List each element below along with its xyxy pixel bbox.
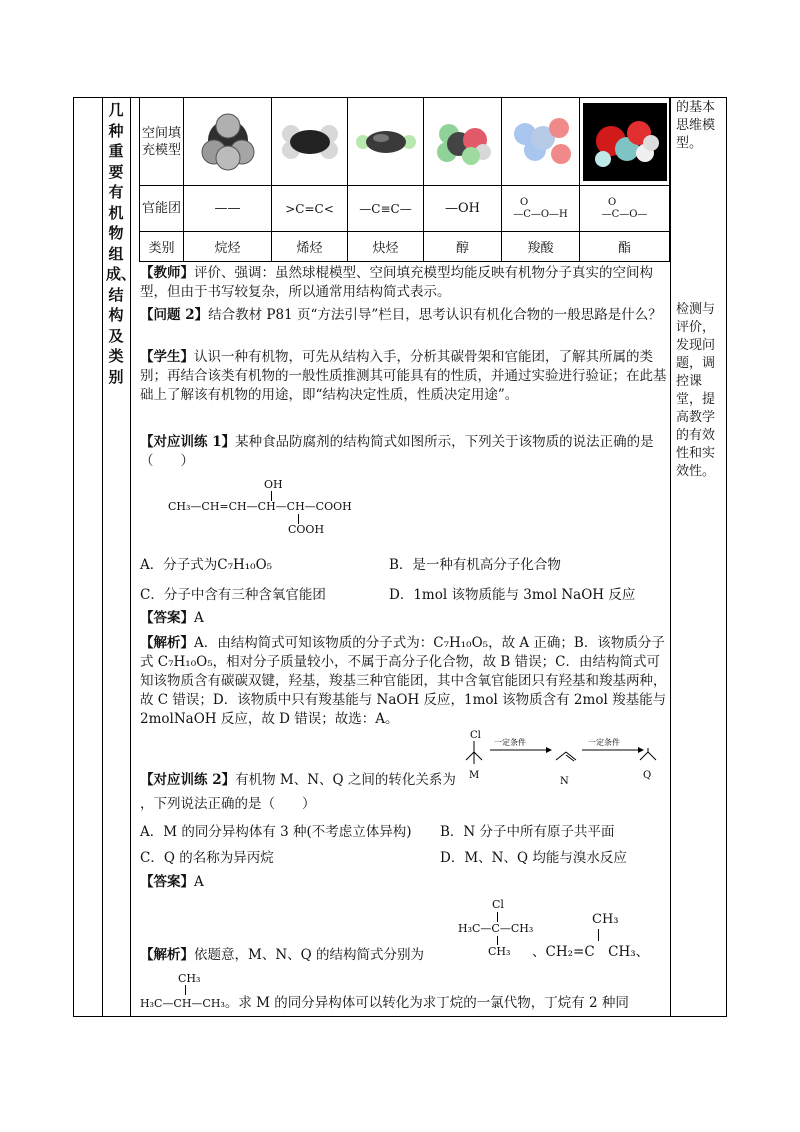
exercise2-text: 有机物 M、N、Q 之间的转化关系为 bbox=[235, 772, 456, 788]
right-note-top: 的基本思维模型。 bbox=[676, 100, 716, 151]
exercise1-question bbox=[140, 433, 668, 471]
exercise2-answer-tag: 【答案】 bbox=[140, 874, 194, 890]
scheme-cl: Cl bbox=[470, 730, 481, 741]
exercise1-analysis-tag: 【解析】 bbox=[140, 635, 194, 651]
acid-chain: —C—O—H bbox=[513, 208, 568, 220]
q-struct-top: CH₃ bbox=[178, 972, 201, 985]
exercise2-option-d: D．M、N、Q 均能与溴水反应 bbox=[440, 850, 627, 866]
question2-text: 结合教材 P81 页“方法引导”栏目，思考认识有机化合物的一般思路是什么？ bbox=[208, 307, 662, 323]
exercise2-option-b: B．N 分子中所有原子共平面 bbox=[440, 824, 615, 840]
model-alcohol bbox=[424, 98, 502, 186]
model-alkyne bbox=[348, 98, 424, 186]
exercise1-answer bbox=[140, 609, 668, 628]
group-alkyne: —C≡C— bbox=[348, 186, 424, 232]
exercise2-tail bbox=[140, 994, 668, 1013]
acid-o: O bbox=[520, 196, 529, 208]
right-note-middle: 检测与评价，发现问题，调控课堂，提高教学的有效性和实效性。 bbox=[676, 302, 716, 479]
exercise2-analysis-tag: 【解析】 bbox=[140, 947, 194, 963]
category-alkene: 烯烃 bbox=[272, 232, 348, 262]
ester-chain: —C—O— bbox=[601, 208, 648, 220]
category-alkyne: 炔烃 bbox=[348, 232, 424, 262]
exercise1-formula-cooh: COOH bbox=[288, 523, 325, 536]
exercise1-text: 某种食品防腐剂的结构简式如图所示，下列关于该物质的说法正确的是（ ） bbox=[140, 434, 654, 469]
exercise2-question bbox=[140, 771, 668, 790]
student-tag: 【学生】 bbox=[140, 349, 194, 365]
group-ester bbox=[580, 186, 670, 232]
group-alkene: >C=C< bbox=[272, 186, 348, 232]
section-title: 几种重要有机物组成、结构及类别 bbox=[106, 101, 137, 386]
alkene-model-icon bbox=[275, 100, 345, 180]
category-alcohol: 醇 bbox=[424, 232, 502, 262]
exercise1-analysis bbox=[140, 634, 668, 729]
exercise2-tail-text: 。求 M 的同分异构体可以转化为求丁烷的一氯代物，丁烷有 2 种同 bbox=[224, 995, 629, 1011]
row-label-group: 官能团 bbox=[140, 186, 184, 232]
alkyne-model-icon bbox=[351, 100, 421, 180]
alkane-model-icon bbox=[188, 100, 268, 180]
question2-tag: 【问题 2】 bbox=[140, 307, 209, 323]
scheme-cond2: 一定条件 bbox=[588, 738, 620, 747]
row-label-model: 空间填充模型 bbox=[140, 98, 184, 186]
student-text: 认识一种有机物，可先从结构入手，分析其碳骨架和官能团，了解其所属的类别；再结合该类有机物的一般性质推测其可能具有的性质，并通过实验进行验证；在此基础上了解该有机物的用途，即“结构决定性质，性质决定用途”。 bbox=[140, 349, 667, 403]
group-alcohol: —OH bbox=[424, 186, 502, 232]
exercise1-answer-tag: 【答案】 bbox=[140, 610, 194, 626]
model-ester bbox=[580, 98, 670, 186]
exercise2-answer bbox=[140, 873, 668, 892]
teacher-tag: 【教师】 bbox=[140, 265, 194, 281]
exercise1-option-d: D．1mol 该物质能与 3mol NaOH 反应 bbox=[389, 587, 636, 603]
row-label-category: 类别 bbox=[140, 232, 184, 262]
group-alkane: —— bbox=[184, 186, 272, 232]
organic-model-table bbox=[139, 97, 670, 262]
column-divider-3 bbox=[670, 97, 671, 1017]
n-struct-line: 、CH₂=C CH₃、 bbox=[532, 944, 650, 960]
m-struct-bottom: CH₃ bbox=[488, 945, 511, 958]
category-acid: 羧酸 bbox=[502, 232, 580, 262]
column-divider-2 bbox=[130, 97, 131, 1017]
exercise2-option-c: C．Q 的名称为异丙烷 bbox=[140, 850, 274, 866]
ester-o: O bbox=[608, 196, 617, 208]
teacher-paragraph bbox=[140, 264, 668, 302]
q-struct-line: H₃C—CH—CH₃ bbox=[140, 997, 225, 1010]
m-struct-bond-bottom bbox=[497, 936, 498, 945]
student-paragraph bbox=[140, 348, 668, 405]
m-struct-bond-top bbox=[497, 912, 498, 922]
exercise2-analysis-text: 依题意，M、N、Q 的结构简式分别为 bbox=[194, 947, 424, 963]
alcohol-model-icon bbox=[427, 100, 499, 180]
exercise1-formula-main: CH₃—CH=CH—CH—CH—COOH bbox=[168, 500, 352, 513]
exercise1-analysis-text: A．由结构简式可知该物质的分子式为：C₇H₁₀O₅，故 A 正确；B．该物质分子式 C₇H₁₀O₅，相对分子质量较小，不属于高分子化合物，故 B 错误；C．由结构简式可知该物质含有碳碳双键，羟基，羧基三种官能团，其中含氧官能团只有羟基和羧基两种，故 C 错误；D．该物质中只有羧基能与 NaOH 反应，1mol 该物质含有 2mol 羧基能与 2molNaOH 反应，故 D 错误；故选：A。 bbox=[140, 635, 667, 727]
exercise1-formula-oh: OH bbox=[264, 478, 283, 491]
group-acid bbox=[502, 186, 580, 232]
column-divider-1 bbox=[102, 97, 103, 1017]
teacher-text: 评价、强调：虽然球棍模型、空间填充模型均能反映有机物分子真实的空间构型，但由于书写较复杂，所以通常用结构简式表示。 bbox=[140, 265, 653, 300]
m-struct-line: H₃C—C—CH₃ bbox=[458, 922, 534, 935]
exercise2-tag: 【对应训练 2】 bbox=[140, 772, 236, 788]
exercise2-option-a: A．M 的同分异构体有 3 种(不考虑立体异构) bbox=[140, 824, 412, 840]
n-struct-top: CH₃ bbox=[592, 912, 619, 927]
scheme-n: N bbox=[560, 776, 569, 786]
category-alkane: 烷烃 bbox=[184, 232, 272, 262]
acid-model-icon bbox=[505, 100, 577, 180]
scheme-q: Q bbox=[643, 770, 652, 781]
ester-model-icon bbox=[583, 103, 667, 181]
exercise1-option-c: C．分子中含有三种含氧官能团 bbox=[140, 587, 326, 603]
exercise1-option-a: A．分子式为C₇H₁₀O₅ bbox=[140, 557, 273, 573]
scheme-m: M bbox=[469, 770, 480, 781]
model-alkane bbox=[184, 98, 272, 186]
exercise1-tag: 【对应训练 1】 bbox=[140, 434, 236, 450]
question2-paragraph bbox=[140, 306, 668, 325]
exercise2-answer-value: A bbox=[194, 874, 204, 890]
category-ester: 酯 bbox=[580, 232, 670, 262]
m-struct-cl: Cl bbox=[492, 898, 504, 911]
model-alkene bbox=[272, 98, 348, 186]
model-acid bbox=[502, 98, 580, 186]
scheme-cond1: 一定条件 bbox=[494, 738, 526, 747]
exercise1-answer-value: A bbox=[194, 610, 204, 626]
exercise2-question-cont: ，下列说法正确的是（ ） bbox=[140, 796, 316, 812]
exercise1-option-b: B．是一种有机高分子化合物 bbox=[389, 557, 561, 573]
exercise2-analysis bbox=[140, 946, 460, 965]
